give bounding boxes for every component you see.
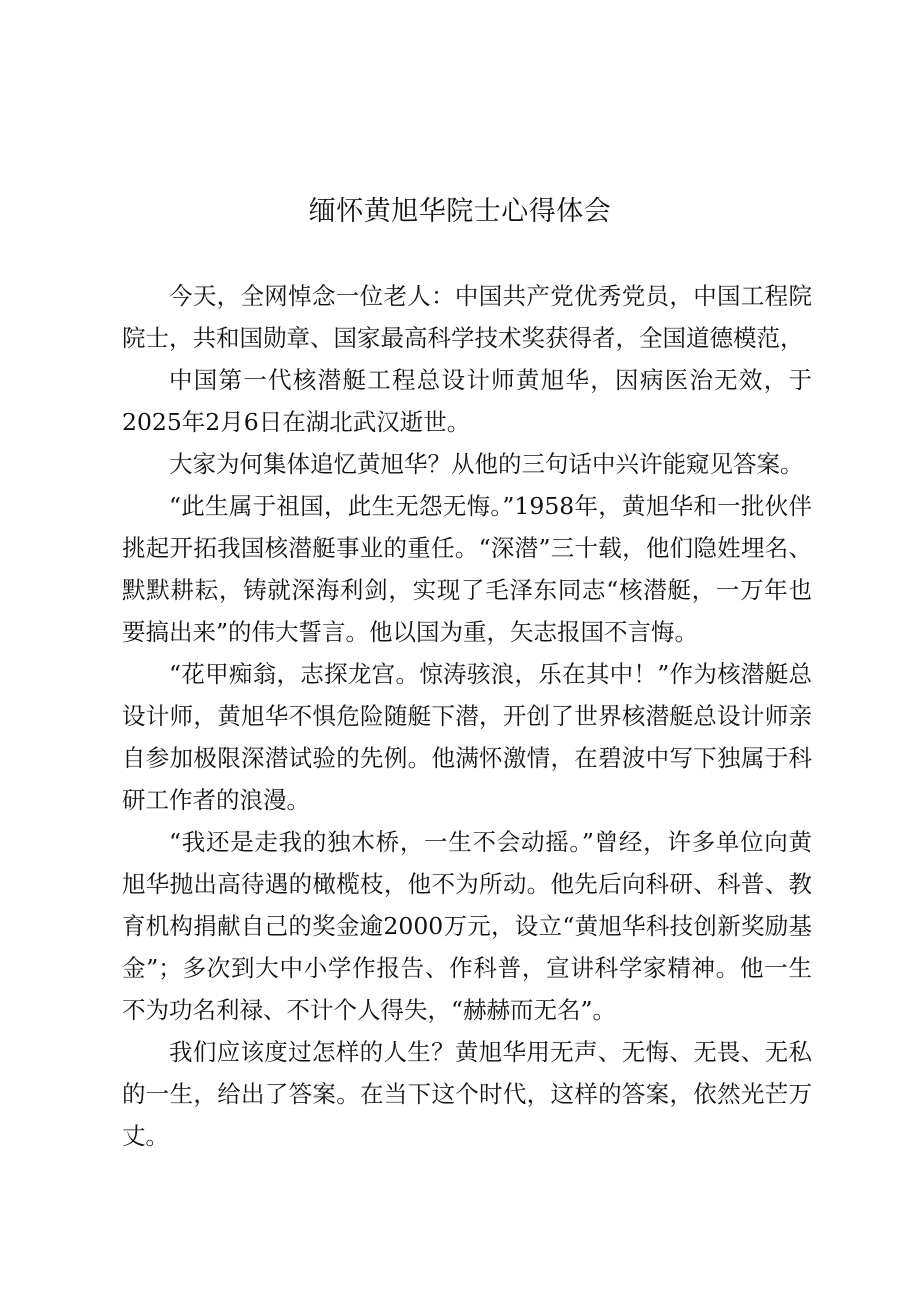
paragraph: “此生属于祖国，此生无怨无悔。”1958年，黄旭华和一批伙伴挑起开拓我国核潜艇事业的重任。“深潜”三十载，他们隐姓埋名、默默耕耘，铸就深海利剑，实现了毛泽东同志“核潜艇，一万年也要搞出来”的伟大誓言。他以国为重，矢志报国不言悔。 [122,492,812,646]
paragraph: 大家为何集体追忆黄旭华？从他的三句话中兴许能窥见答案。 [169,450,804,478]
paragraph: 中国第一代核潜艇工程总设计师黄旭华，因病医治无效，于2025年2月6日在湖北武汉逝世。 [122,366,812,436]
document-body [122,275,812,1157]
paragraph: 今天，全网悼念一位老人：中国共产党优秀党员，中国工程院院士，共和国勋章、国家最高科学技术奖获得者，全国道德模范， [122,282,812,352]
document-title: 缅怀黄旭华院士心得体会 [308,196,612,228]
paragraph: “我还是走我的独木桥，一生不会动摇。”曾经，许多单位向黄旭华抛出高待遇的橄榄枝，他不为所动。他先后向科研、科普、教育机构捐献自己的奖金逾2000万元，设立“黄旭华科技创新奖励基金”；多次到大中小学作报告、作科普，宣讲科学家精神。他一生不为功名利禄、不计个人得失，“赫赫而无名”。 [122,828,812,1024]
paragraph: 我们应该度过怎样的人生？黄旭华用无声、无悔、无畏、无私的一生，给出了答案。在当下这个时代，这样的答案，依然光芒万丈。 [122,1038,812,1150]
paragraph: “花甲痴翁，志探龙宫。惊涛骇浪，乐在其中！”作为核潜艇总设计师，黄旭华不惧危险随艇下潜，开创了世界核潜艇总设计师亲自参加极限深潜试验的先例。他满怀激情，在碧波中写下独属于科研工作者的浪漫。 [122,660,812,814]
